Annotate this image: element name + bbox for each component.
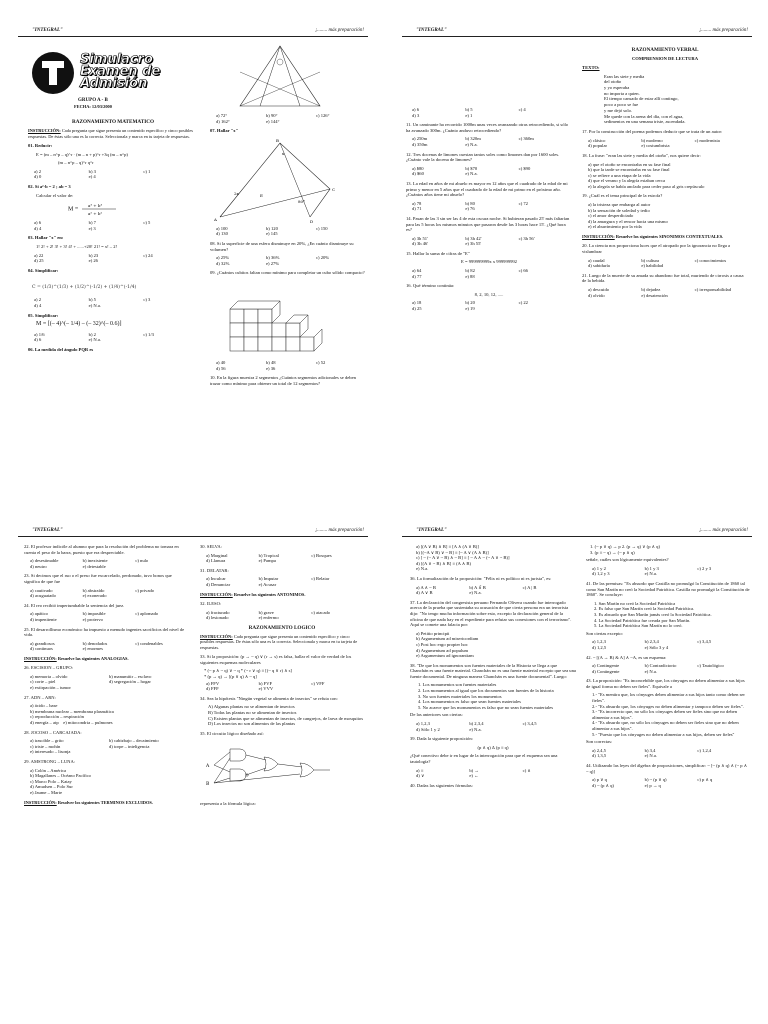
question-20: 20. La ciencia nos proporciona luces que el atropado por la ignorancia no llega a vislumbrar	[582, 243, 731, 255]
question-12: 12. Tres docenas de limones cuestan tantos soles como limones dan por 1600 soles. ¿Cuánto vale la docena de limones?	[406, 151, 560, 163]
q30-options: a) Marginal b) Tropical c) Bosques d) Llanura e) Pampa	[206, 552, 332, 564]
q34-options: A) Algunas plantas no se alimentan de insectos B) Todas las plantas no se alimentan de insectos C) Existen plantas que se alimentan de insectos, de cangrejos, de larva de mosquitos D) Los insectos no son alimentos de las plantas	[208, 704, 363, 727]
question-07: 07. Hallar "x"	[210, 128, 239, 134]
column-left	[410, 544, 576, 1012]
header-school: "INTEGRAL"	[416, 528, 447, 533]
group-info: GRUPO A - B FECHA: 12/03/2000	[74, 98, 112, 110]
question-15: 15. Hallar la suma de cifras de "E"	[406, 250, 470, 256]
q18-options: a) que el otoño se encontraba en su fase final b) que la tarde se encontraba en su fase final c) se refiere a una etapa de la vida d) que el verano y la alegría estaban cerca e) la alegría se había anclado para ceder paso al gris crepúsculo	[588, 161, 705, 189]
label-a: A	[214, 216, 217, 222]
question-34: 34. Sea la hipótesis "Ningún vegetal se alimenta de insectos" se refuta con:	[200, 695, 338, 701]
question-35: 35. El circuito lógico diseñado así:	[200, 730, 264, 736]
label-x: x	[282, 150, 285, 156]
header-school: "INTEGRAL"	[416, 28, 447, 33]
question-17: 17. Por la construcción del poema podemos deducir que se trata de un autor:	[582, 129, 723, 135]
q01-expression: E = (m – n^p – q)^r · (m – n + p)^r +3q (m – n^p)	[36, 151, 128, 157]
q07-figure	[210, 137, 360, 225]
q01-expression-denominator: (m – n^p – q)^r q^r	[58, 160, 94, 166]
q31-options: a) Inculcar b) Imputar c) Relatar d) Denunciar e) Acusar	[206, 576, 330, 587]
instruction-excluidos: INSTRUCCIÓN: Resolver los siguientes TERMINOS EXCLUIDOS.	[24, 799, 153, 805]
q42-options: a) Contingente b) Contradictorio c) Tautológico d) Contingente e) N.a.	[592, 663, 724, 674]
q35-tail: representa a la fórmula lógica:	[200, 801, 256, 807]
question-41: 41. De las premisas: "Es absurdo que Castilla no promulgó la Constitución de 1860 tal como San Martín no creó la Sociedad Patriótica. Castilla no promulgó la Constitución de 1860". Se concluye:	[586, 580, 750, 598]
input-b-label: B	[206, 782, 210, 788]
q01-options: a) 2 b) 3 c) 1 d) 0 e) 4	[34, 168, 151, 180]
question-19: 19. ¿Cuál es el tema principal de la estrofa?	[582, 193, 663, 199]
section-title: RAZONAMIENTO VERBAL	[631, 47, 699, 53]
q13-options: a) 78 b) 80 c) 72 d) 71 e) 76	[412, 200, 528, 212]
question-25: 25. El desarrollismo económico ha impuesto a menudo ingentes sacrificios del nivel de vida.	[24, 626, 185, 638]
label-c: C	[332, 186, 336, 192]
simulacro-title: Simulacro Examen de Admisión	[80, 52, 161, 91]
q16-options: a) 18 b) 20 c) 22 d) 25 e) 19	[412, 300, 528, 312]
q02-fraction-graphic	[80, 201, 120, 217]
q38-tail: De las anteriores son ciertas:	[410, 712, 463, 718]
question-40: 40. Dadas las siguientes fórmulas:	[410, 782, 473, 788]
q38-options: a) 1,2,3 b) 2,3,4 c) 3,4,5 d) Sólo 1 y 2 e) N.a.	[416, 721, 537, 732]
svg-text:a² + b²: a² + b²	[87, 211, 102, 217]
q24-options: a) apático b) impasible c) aplomado d) impenitente e) protervo	[30, 611, 159, 622]
question-10: 10. En la figura muestra 2 segmentos ¿Cuántos segmentos adicionales se deben trazar como mínimo para obtener un total de 12 segmentos?	[210, 375, 356, 386]
q22-options: a) desestimable b) inexistente c) nulo d) neutro e) detestable	[30, 558, 149, 569]
exam-page-1	[18, 24, 368, 516]
q26-options: a) memoria – olvido b) manumitir – esclavo c) corte – piel d) segregación – hogar e) extirpación – tumor	[30, 673, 152, 691]
q44-options: a) p ∨ q b) ~ (p ∨ q) c) p ∧ q d) ~ (p ∧ q) e) p → q	[592, 777, 713, 788]
q20-options: a) caudal b) cultura c) conocimientos d) sabiduría e) habilidad	[588, 257, 727, 269]
question-30: 30. SELVA:	[200, 544, 222, 549]
q43-options: a) 2,4,5 b) 3,4 c) 1,2,4 d) 1,3,5 e) N.a.	[592, 747, 712, 759]
q03-expression: 1! 2! + 2! 3! + 3! 4! + ......+20! 21! = x! – 2!	[36, 244, 118, 250]
column-right	[586, 544, 750, 1012]
question-42: 42. ~ [(A → B) & A] ∧ ~A, es un esquema:	[586, 654, 667, 660]
q07-options: a) 100 b) 120 c) 150 d) 130 e) 145	[216, 225, 328, 237]
q11-options: a) 250m b) 320m c) 360m d) 350m e) N.a.	[412, 136, 534, 147]
poem: Eran las siete y media del otoño y yo esperaba no importa a quien. El tiempo cansado de estar allí contingo, poco a poco se fue y me dejó solo. Me quede con la arena del día, con el agua, sedimentos en una semana triste, ascendada.	[604, 73, 686, 125]
question-31: 31. DELATAR:	[200, 567, 229, 573]
instruction: INSTRUCCIÓN: Resuelve los siguientes SINONIMOS CONTEXTUALES.	[582, 234, 724, 240]
exam-page-2	[402, 24, 752, 516]
q39-options: a) ≡ b) → c) ∧ d) ∨ e) ←	[416, 767, 531, 779]
instruction-analogias: INSTRUCCIÓN: Resuelve las siguientes ANALOGIAS.	[24, 655, 129, 661]
exam-page-3	[18, 524, 368, 1016]
q38-items: 1. Los monumentos son fuentes materiales 2. Los monumentos al igual que los documentos son fuentes de la historia 3. No son fuentes materiales los monumentos 4. Los monumentos es falso que sean fuentes materiales 5. No acaece que los monumentos es falso que no sean fuentes materiales	[418, 682, 554, 710]
cubes-figure	[210, 279, 360, 359]
instruction: INSTRUCCIÓN: Cada pregunta que sigue presenta un contenido específico y cinco posibles respuestas. De éstas sólo una es la correcta. Seleccionala y marca en tu tarjeta de respuestas.	[28, 128, 194, 139]
q35-options: a) [(A ∨ B) ∧ B] ≡ [A ∧ (A ∨ B)] b) [(~A ∨ B) ∨ ~ B] ≡ [~ A ∨ (A ∧ B)] c) [ ~ (~ A ∨ ~ B) ∧ ~ B] ≡ [ ~ A ∧ ~ (~ A ∨ ~ B)] d) [(A ∨ ~ B) ∧ B] ≡ (A ∧ B) e) N.a.	[416, 544, 510, 572]
logic-circuit-diagram	[200, 739, 360, 801]
question-23: 23. Si decimos que el ruo o el preso fue excarcelado, perdonado, tuvo bonos que significa de que fue	[24, 573, 172, 584]
page-header	[18, 28, 368, 37]
q29-options: a) Colón – América b) Magallanes – Océano Pacífico c) Marco Polo – Katay d) Amudsen – Polo Sur e) Jaume – Marte	[30, 767, 91, 795]
question-01: 01. Reducir:	[28, 143, 53, 149]
question-08: 08. Si la superficie de una esfera disminuye en 20%, ¿En cuánto disminuye su volumen?	[210, 240, 354, 252]
question-32: 32. ILESO:	[200, 600, 222, 606]
q04-formula-graphic	[28, 276, 198, 296]
header-slogan: ¡........ más preparación!	[315, 528, 364, 533]
pentagon-figure	[210, 42, 360, 112]
q17-options: a) clásico b) moderno c) modernista d) popular e) costumbrista	[588, 137, 720, 149]
question-14: 14. Pasan de las 3 sin ser las 4 de esta oscura noche. Si hubieran pasado 25' más faltarían para las 5 horas los mismos minutos que pasaron desde las 3 horas hace 15'. ¿Qué hora es?	[406, 215, 570, 233]
svg-text:a³ + b³: a³ + b³	[87, 203, 102, 209]
label-e: E	[260, 192, 263, 198]
label-80: 80°	[298, 198, 306, 204]
q02-prompt: Calcular el valor de:	[36, 192, 74, 198]
header-slogan: ¡........ más preparación!	[699, 528, 748, 533]
question-06: 06. La medida del ángulo PQR es	[28, 346, 94, 352]
header-school: "INTEGRAL"	[32, 528, 63, 533]
question-37: 37. La declaración del congresista peruano Fernando Olivera cuando fue interrogado acerca de la prueba que sustentaba su acusación de que cierta persona era un terrorista dijo: "No tengo mucha información sobre esto, excepto la declaración general de la oficina de que nada hay en el expediente para refutar sus conexiones con el terrorismo". Aquí se comete una falacia por:	[410, 599, 572, 628]
q09-options: a) 40 b) 48 c) 52 d) 56 e) 36	[216, 359, 326, 371]
question-16: 16. Qué término continúa:	[406, 283, 455, 289]
section-title: RAZONAMIENTO MATEMATICO	[72, 119, 154, 125]
question-24: 24. El reo recibió impertumbable la sentencia del juez.	[24, 602, 125, 608]
q05-expression: M = [(– 4)^(– 1/4) – (– 32)^(– 0.6)]	[36, 321, 122, 328]
q21-options: a) descuido b) dejadez c) irresponsabilidad d) olvido e) desatención	[588, 286, 732, 298]
q12-options: a) $80 b) $70 c) $90 d) $60 e) N.a.	[412, 165, 531, 177]
q28-options: a) irascible – grito b) cabizbajo – decaimiento c) triste – mohín d) torpe – inteligencia e) interesado – lisonja	[30, 738, 159, 755]
column-left	[28, 116, 198, 512]
q27-options: a) ácido – base b) membrana nuclear – membrana plasmática c) reproducción – respiración d) energía – atp e) mitocondria – pulmones	[30, 703, 114, 726]
column-left	[406, 106, 572, 512]
question-04: 04. Simplificar:	[28, 267, 59, 273]
q03-options: a) 22 b) 23 c) 24 d) 25 e) 26	[34, 252, 153, 264]
question-29: 29. AMSTRONG – LUNA:	[24, 759, 76, 764]
q14-options: a) 3h 51' b) 3h 42' c) 3h 56' d) 3h 46' e) 3h 55'	[412, 235, 535, 247]
integral-logo-icon	[32, 52, 74, 94]
question-02: 02. Si a²·b = 2 ; ab = 3	[28, 184, 71, 190]
texto-label: TEXTO:	[582, 64, 600, 70]
q36-options: a) A ∧ ~ B b) A ∧̄ B c) A | B d) A ∨ B e) N.a.	[416, 584, 537, 596]
q10-options: a) 6 b) 5 c) 4 d) 3 e) 1	[412, 107, 526, 118]
q15-expression: E = 999999999x x 999999992	[461, 259, 517, 265]
q15-options: a) 64 b) 82 c) 66 d) 77 e) 88	[412, 268, 528, 279]
q02-options: a) 6 b) 7 c) 5 d) 4 e) 3	[34, 220, 151, 231]
question-05: 05. Simplificar:	[28, 312, 59, 318]
header-school: "INTEGRAL"	[32, 28, 63, 33]
q25-options: a) grandiosos b) denodados c) condenables d) continuos e) enormes	[30, 640, 163, 652]
question-39: 39. Dada la siguiente proposición:	[410, 736, 473, 742]
q39-expression: (p ∧ q) ∆ (p ≡ q)	[477, 744, 509, 750]
q40-prompt: señale, cuáles son lógicamente equivalentes?	[586, 557, 669, 563]
column-right	[210, 42, 366, 514]
q08-options: a) 25% b) 36% c) 20% d) 32% e) 27%	[216, 255, 330, 266]
instruction-antonimos: INSTRUCCIÓN: Resuelve los siguientes ANTONIMOS.	[200, 591, 306, 597]
q06-options: a) 72° b) 90° c) 126° d) 162° e) 144°	[216, 113, 330, 124]
question-38: 38. "De que los monumentos son fuentes materiales de la Historia se llega a que Chanchán es una fuente material. Chanchán no es una fuente material excepto que sea una fuente documental. De ninguna manera Chanchán es una fuente documental". Luego:	[410, 662, 576, 679]
question-28: 28. JOCOSO – CARCAJADA:	[24, 729, 82, 735]
question-11: 11. Un caminante ha recorrido 1000m unas veces avanzando otras retrocediendo, si sólo ha avanzado 300m. ¿Cuánto anduvo retrocediendo?	[406, 122, 569, 133]
subsection-title: COMPRENSION DE LECTURA	[631, 56, 699, 62]
q37-options: a) Petitio principii b) Argumentum ad misericordiam c) Post hoc ergo propter hoc d) Argumentum ad populum e) Argumentum ad ignorantiam	[416, 630, 479, 659]
question-36: 36. La formalización de la proposición: "Félix ni es político ni es jurista", es:	[410, 575, 552, 581]
question-43: 43. La proposición: "Es inconcebible que, los cónyuges no deben alimentar a sus hijos de igual forma no deben ser fieles". Equivale a	[586, 678, 745, 689]
page-header	[18, 528, 368, 537]
label-d: D	[310, 218, 314, 224]
q40-options: a) 1 y 2 b) 1 y 3 c) 2 y 3 d) 1,2 y 3 e) N.a.	[592, 565, 712, 577]
q41-items: 1. San Martín no creó la Sociedad Patriótica 2. Es falso que San Martín creó la Sociedad Patriótica. 3. Es absurdo que San Martín jamás creó la Sociedad Patriótica. 4. La Sociedad Patriótica fue creada por San Martín. 5. La Sociedad Patriótica San Martín no lo creó.	[594, 600, 712, 629]
q05-options: a) 1/6 b) 2 c) 1/3 d) 6 e) N.a.	[34, 331, 154, 343]
label-b: B	[276, 137, 279, 143]
column-right	[582, 44, 748, 512]
q02-formula: M = a³ + b³ a² + b²	[68, 201, 198, 217]
question-26: 26. ESCISION – GRUPO:	[24, 665, 74, 671]
q33-options: a) FFV b) FVF c) VFF d) FFF e) VVV	[206, 680, 325, 692]
question-27: 27. ADN – ARN:	[24, 694, 56, 700]
page-header	[402, 28, 752, 37]
input-a-label: A	[206, 764, 210, 770]
column-right	[200, 544, 364, 1012]
label-2x: 2x	[234, 190, 239, 196]
column-left	[24, 544, 188, 1012]
question-13: 13. La edad en años de mi abuelo es mayor en 12 años que el cuadrado de la edad de mi primo y menor en 5 años que el cuadrado de la edad de mi primo en el próximo año. ¿Cuántos años tiene mi abuelo?	[406, 180, 568, 198]
q33-expressions: * (~ p ∧ ~ q) ∨ ~ q * (~ r ∨ q) ≡ [(~ q ∨ r) ∧ s] * (p → q) → [(p ∨ q) ∧ ~ q]	[204, 668, 292, 679]
question-33: 33. Si la proposición: (p → ~ q) ∨ (r → s) es falsa, hallar el valor de verdad de los siguientes esquemas moleculares	[200, 654, 352, 665]
question-18: 18. La frase: "eran las siete y media del otoño", nos quiere decir:	[582, 152, 701, 158]
question-03: 03. Hallar "x" en:	[28, 235, 64, 241]
q40-formulas: 1. (~ p ∨ q) → p 2. (p → q) ∨ (p ∧ q) 3. (p ≡ ~ q) → (~ p ∧ q)	[590, 544, 660, 555]
q19-options: a) la tristeza que embarga al autor b) la sensación de soledad y tedio c) el amor desperdiciado d) la amargura y el rencor hacia una mismo e) el aburrimiento por la vida	[588, 202, 668, 230]
page-header	[402, 528, 752, 537]
svg-text:C = (1/3)^(1/3) + (1/2)^(-1/2): C = (1/3)^(1/3) + (1/2)^(-1/2) + (1/4)^(-1/4)	[32, 285, 137, 291]
question-22: 22. El profesor indicóle al alumno que para la resolución del problema no tomara en cuenta el peso de la barra, puesto que era despreciable.	[24, 544, 179, 555]
q23-options: a) cautivado b) abstraído c) privado d) acuguatado e) exonerado	[30, 587, 155, 599]
exam-page-4	[402, 524, 752, 1016]
header-slogan: ¡........ más preparación!	[699, 28, 748, 33]
question-09: 09. ¿Cuántos cubitos faltan como mínimo para completar un cubo sólido compacto?	[210, 270, 365, 276]
q39-prompt: ¿Qué conectivo debe ir en lugar de la interrogación para que el esquema sea una tautología?	[410, 753, 558, 764]
q43-items: 1.- "Es mentira que, los cónyuges deben alimentar a sus hijos tanto como deben ser fieles". 2.- "Es absurdo que, los cónyuges no deben alimentar y tampoco deben ser fieles". 3.- "Es incorrecto que, no sólo los cónyuges deben ser fieles sino que no deben alimentar a sus hijos". 4.- "Es absurdo que, no sólo los cónyuges no deben ser fieles sino que no deben alimentar a sus hijos". 5.- "Puesto que los cónyuges no deben alimentar a sus hijos, deben ser fieles"	[592, 692, 745, 737]
q43-tail: Son correctas:	[586, 739, 613, 745]
section-title: RAZONAMIENTO LOGICO	[248, 624, 316, 631]
question-21: 21. Luego de la muerte de su amada su abandono fue total, muriendo de cirrosis a causa de la bebida.	[582, 272, 744, 284]
q32-options: a) fracturado b) grave c) atacado d) lesionado e) enfermo	[206, 609, 331, 621]
q16-sequence: 8, 2, 10, 12, .....	[474, 291, 504, 297]
question-44: 44. Utilizando las leyes del álgebra de proposiciones, simplificar: ~ [~ (p ∧ q) ∧ (~ p ∧ ~ q)]	[586, 763, 748, 774]
header-slogan: ¡........ más preparación!	[315, 28, 364, 33]
q41-tail: Son ciertas excepto:	[586, 630, 623, 636]
instruction: INSTRUCCIÓN: Cada pregunta que sigue presenta un contenido específico y cinco posibles respuestas. De éstas sólo una es la correcta. Seleccionala y marca en tu tarjeta de respuestas.	[200, 634, 358, 650]
q41-options: a) 1,2,3 b) 2,3,4 c) 3,4,5 d) 1,2,5 e) Sólo 3 y 4	[592, 639, 712, 650]
q04-options: a) 2 b) 5 c) 3 d) 4 e) N.a.	[34, 297, 151, 308]
